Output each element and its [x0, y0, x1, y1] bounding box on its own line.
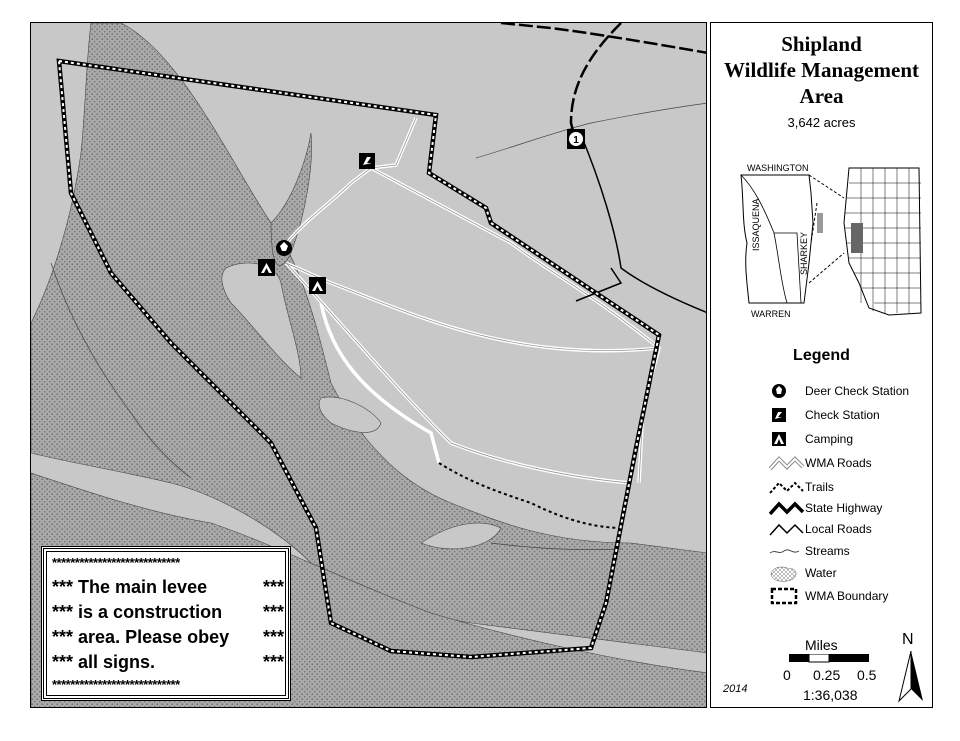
scale-ratio: 1:36,038 — [803, 687, 858, 703]
county-label-washington: WASHINGTON — [747, 163, 809, 173]
county-label-warren: WARREN — [751, 309, 791, 319]
notice-stars-bottom: **************************** — [52, 677, 180, 692]
state-highway — [501, 23, 707, 53]
notice-line-1: *** The main levee *** — [52, 577, 284, 597]
camping-icon[interactable] — [258, 259, 275, 276]
area-acres: 3,642 acres — [787, 115, 856, 130]
highway-number: 1 — [573, 135, 579, 146]
legend-title: Legend — [793, 347, 850, 364]
scale-tick-0: 0 — [783, 667, 791, 683]
stream — [476, 103, 707, 158]
scale-bar — [789, 654, 871, 664]
north-arrow-icon — [897, 649, 925, 705]
map-title-line-3: Area — [799, 84, 844, 108]
camping-icon[interactable] — [309, 277, 326, 294]
map-sidebar: Shipland Wildlife Management Area 3,642 acres WASHINGTON ISSAQUENA SHARKEY WARREN Legend Deer Check Station Check Station Camping WMA Roads Trails State Highway Local Roads Streams Water WMA Boundary Miles 0 0.25 0.5 1:36,038 2014 N — [710, 22, 933, 708]
north-label: N — [902, 631, 914, 648]
notice-line-2: *** is a construction *** — [52, 602, 284, 622]
state-highway-shield — [567, 129, 585, 149]
notice-line-3: *** area. Please obey *** — [52, 627, 284, 647]
local-road — [581, 135, 707, 313]
notice-line-4: *** all signs. *** — [52, 652, 284, 672]
notice-stars-top: **************************** — [52, 555, 180, 570]
check-station-icon[interactable] — [359, 153, 375, 169]
map-title-line-2: Wildlife Management — [723, 58, 919, 82]
county-label-sharkey: SHARKEY — [799, 231, 809, 275]
state-highway — [571, 23, 621, 143]
scale-tick-1: 0.25 — [813, 667, 841, 683]
locator-inset-map — [739, 163, 929, 323]
map-title-line-1: Shipland — [781, 32, 862, 56]
levee-notice — [41, 546, 291, 701]
scale-tick-2: 0.5 — [857, 667, 877, 683]
map-year: 2014 — [723, 683, 748, 695]
deer-check-station-icon[interactable] — [276, 240, 292, 256]
scale-unit: Miles — [805, 637, 838, 653]
county-label-issaquena: ISSAQUENA — [751, 198, 761, 251]
